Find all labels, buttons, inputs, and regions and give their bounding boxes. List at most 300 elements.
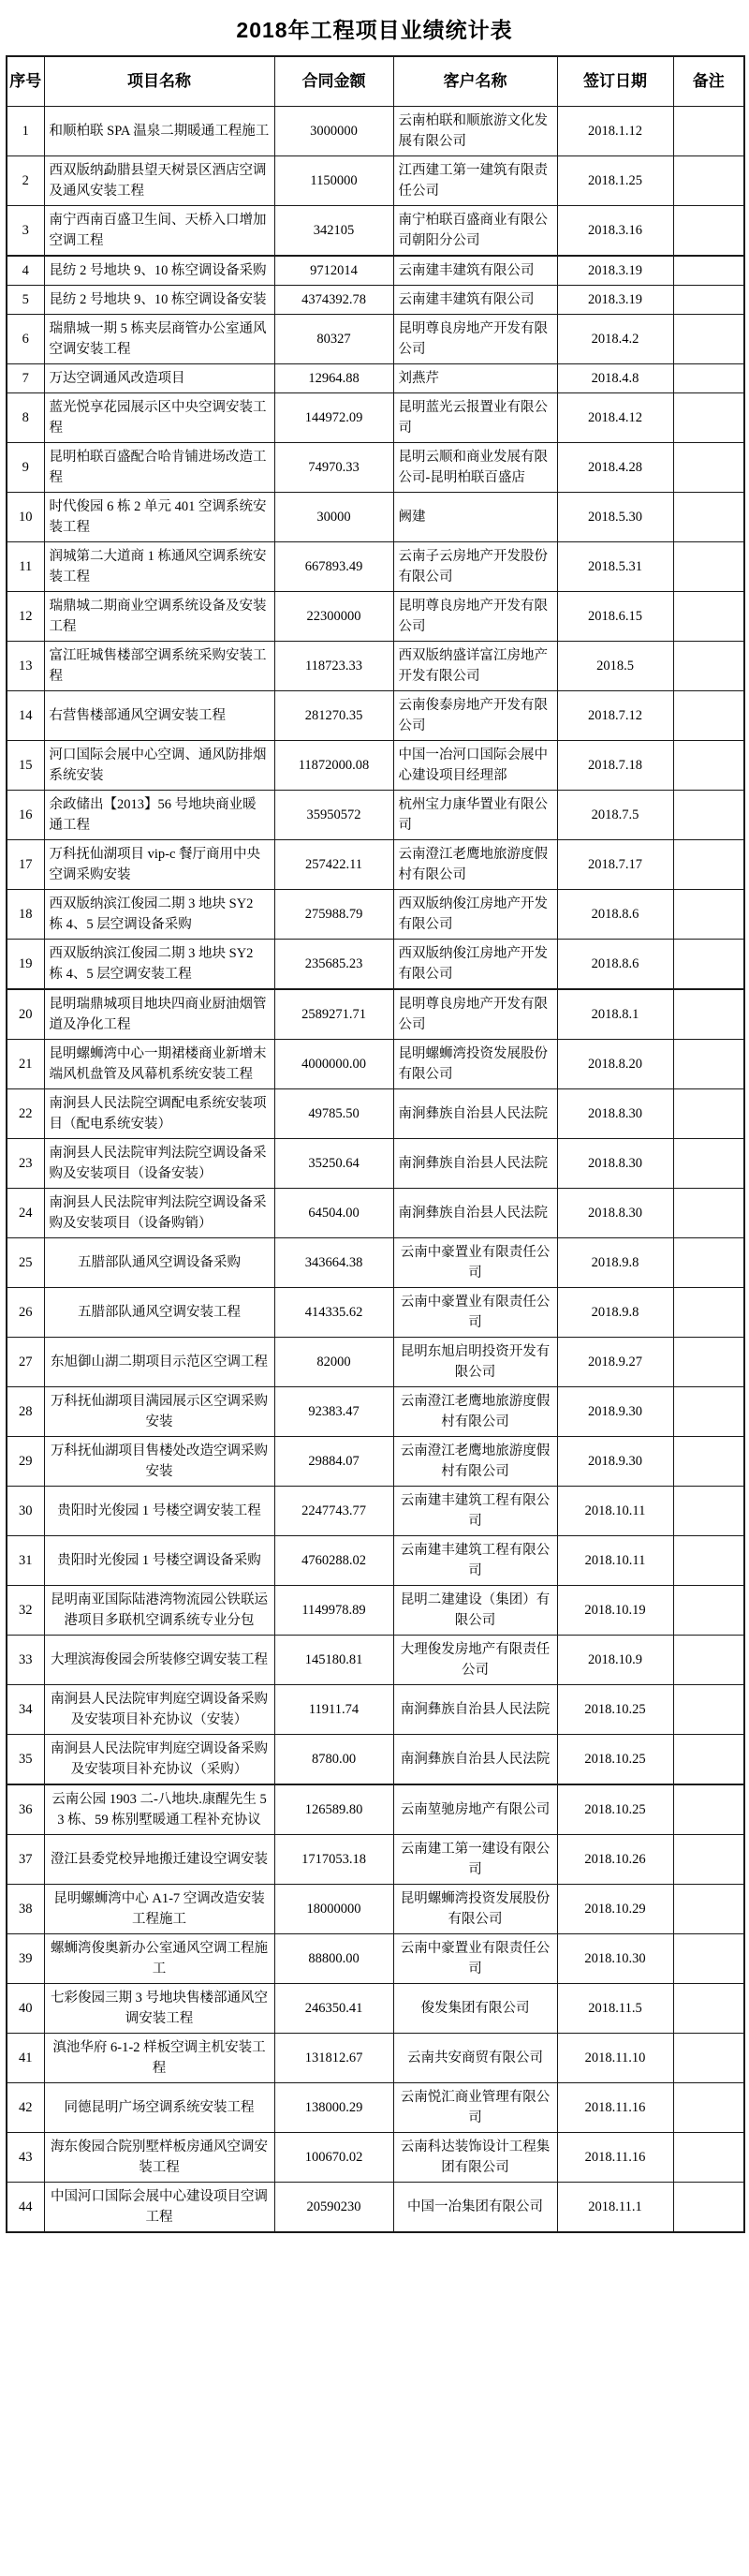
cell-customer: 昆明东旭启明投资开发有限公司: [393, 1338, 557, 1387]
cell-no: 38: [7, 1885, 44, 1934]
cell-amount: 235685.23: [274, 940, 393, 990]
cell-project: 贵阳时光俊园 1 号楼空调安装工程: [44, 1487, 274, 1536]
cell-customer: 江西建工第一建筑有限责任公司: [393, 156, 557, 206]
cell-customer: 云南堃驰房地产有限公司: [393, 1784, 557, 1835]
cell-date: 2018.10.19: [557, 1586, 673, 1636]
table-row: [7, 1338, 744, 1387]
cell-note: [673, 642, 744, 691]
cell-date: 2018.7.17: [557, 840, 673, 890]
cell-note: [673, 542, 744, 592]
cell-customer: 昆明云顺和商业发展有限公司-昆明柏联百盛店: [393, 443, 557, 493]
cell-project: 昆明螺蛳湾中心一期裙楼商业新增末端风机盘管及风幕机系统安装工程: [44, 1040, 274, 1089]
cell-customer: 云南建丰建筑工程有限公司: [393, 1536, 557, 1586]
cell-date: 2018.6.15: [557, 592, 673, 642]
cell-date: 2018.7.5: [557, 791, 673, 840]
cell-project: 万科抚仙湖项目售楼处改造空调采购安装: [44, 1437, 274, 1487]
cell-amount: 246350.41: [274, 1984, 393, 2034]
cell-no: 5: [7, 286, 44, 315]
cell-no: 40: [7, 1984, 44, 2034]
table-row: [7, 1735, 744, 1785]
cell-note: [673, 1536, 744, 1586]
table-row: [7, 741, 744, 791]
cell-date: 2018.8.1: [557, 989, 673, 1040]
cell-customer: 南涧彝族自治县人民法院: [393, 1685, 557, 1735]
cell-date: 2018.9.27: [557, 1338, 673, 1387]
cell-note: [673, 364, 744, 393]
cell-no: 24: [7, 1189, 44, 1238]
cell-amount: 342105: [274, 206, 393, 257]
cell-customer: 中国一冶河口国际会展中心建设项目经理部: [393, 741, 557, 791]
cell-amount: 131812.67: [274, 2034, 393, 2083]
cell-customer: 云南科达装饰设计工程集团有限公司: [393, 2133, 557, 2183]
cell-amount: 138000.29: [274, 2083, 393, 2133]
cell-amount: 35950572: [274, 791, 393, 840]
cell-no: 31: [7, 1536, 44, 1586]
cell-amount: 126589.80: [274, 1784, 393, 1835]
cell-no: 27: [7, 1338, 44, 1387]
cell-date: 2018.4.2: [557, 315, 673, 364]
cell-customer: 中国一冶集团有限公司: [393, 2183, 557, 2233]
cell-date: 2018.4.12: [557, 393, 673, 443]
cell-customer: 云南共安商贸有限公司: [393, 2034, 557, 2083]
cell-amount: 8780.00: [274, 1735, 393, 1785]
cell-no: 32: [7, 1586, 44, 1636]
cell-customer: 云南建丰建筑有限公司: [393, 256, 557, 286]
cell-project: 蓝光悦享花园展示区中央空调安装工程: [44, 393, 274, 443]
table-row: [7, 642, 744, 691]
table-row: [7, 1536, 744, 1586]
table-row: [7, 691, 744, 741]
cell-amount: 2247743.77: [274, 1487, 393, 1536]
cell-project: 南涧县人民法院审判庭空调设备采购及安装项目补充协议（安装）: [44, 1685, 274, 1735]
cell-customer: 昆明二建建设（集团）有限公司: [393, 1586, 557, 1636]
cell-no: 11: [7, 542, 44, 592]
cell-no: 10: [7, 493, 44, 542]
cell-project: 富江旺城售楼部空调系统采购安装工程: [44, 642, 274, 691]
table-row: [7, 989, 744, 1040]
cell-note: [673, 493, 744, 542]
cell-amount: 49785.50: [274, 1089, 393, 1139]
cell-customer: 云南建丰建筑工程有限公司: [393, 1487, 557, 1536]
table-row: [7, 1984, 744, 2034]
cell-note: [673, 2083, 744, 2133]
cell-no: 26: [7, 1288, 44, 1338]
cell-note: [673, 1735, 744, 1785]
cell-no: 34: [7, 1685, 44, 1735]
table-row: [7, 206, 744, 257]
cell-no: 16: [7, 791, 44, 840]
cell-amount: 144972.09: [274, 393, 393, 443]
cell-note: [673, 1984, 744, 2034]
cell-note: [673, 1784, 744, 1835]
table-row: [7, 1189, 744, 1238]
cell-no: 41: [7, 2034, 44, 2083]
cell-amount: 80327: [274, 315, 393, 364]
table-row: [7, 890, 744, 940]
cell-no: 13: [7, 642, 44, 691]
cell-date: 2018.10.11: [557, 1487, 673, 1536]
table-row: [7, 1835, 744, 1885]
table-row: [7, 1885, 744, 1934]
cell-no: 39: [7, 1934, 44, 1984]
cell-customer: 云南澄江老鹰地旅游度假村有限公司: [393, 840, 557, 890]
cell-date: 2018.7.18: [557, 741, 673, 791]
cell-project: 南涧县人民法院空调配电系统安装项目（配电系统安装）: [44, 1089, 274, 1139]
cell-amount: 35250.64: [274, 1139, 393, 1189]
cell-customer: 南宁柏联百盛商业有限公司朝阳分公司: [393, 206, 557, 257]
cell-project: 五腊部队通风空调设备采购: [44, 1238, 274, 1288]
table-row: [7, 592, 744, 642]
table-row: [7, 840, 744, 890]
header-cell-date: 签订日期: [557, 56, 673, 107]
cell-customer: 南涧彝族自治县人民法院: [393, 1189, 557, 1238]
cell-date: 2018.5.31: [557, 542, 673, 592]
table-row: [7, 2083, 744, 2133]
cell-date: 2018.10.25: [557, 1735, 673, 1785]
table-row: [7, 542, 744, 592]
cell-note: [673, 592, 744, 642]
cell-amount: 92383.47: [274, 1387, 393, 1437]
cell-note: [673, 256, 744, 286]
cell-date: 2018.5.30: [557, 493, 673, 542]
cell-project: 贵阳时光俊园 1 号楼空调设备采购: [44, 1536, 274, 1586]
cell-note: [673, 2183, 744, 2233]
cell-project: 河口国际会展中心空调、通风防排烟系统安装: [44, 741, 274, 791]
cell-no: 44: [7, 2183, 44, 2233]
cell-project: 螺蛳湾俊奥新办公室通风空调工程施工: [44, 1934, 274, 1984]
cell-customer: 云南建工第一建设有限公司: [393, 1835, 557, 1885]
cell-project: 万科抚仙湖项目 vip-c 餐厅商用中央空调采购安装: [44, 840, 274, 890]
table-row: [7, 940, 744, 990]
cell-amount: 88800.00: [274, 1934, 393, 1984]
cell-amount: 18000000: [274, 1885, 393, 1934]
cell-amount: 20590230: [274, 2183, 393, 2233]
cell-no: 25: [7, 1238, 44, 1288]
cell-date: 2018.4.28: [557, 443, 673, 493]
cell-no: 7: [7, 364, 44, 393]
cell-date: 2018.8.6: [557, 940, 673, 990]
cell-customer: 云南建丰建筑有限公司: [393, 286, 557, 315]
cell-amount: 343664.38: [274, 1238, 393, 1288]
table-row: [7, 286, 744, 315]
table-row: [7, 393, 744, 443]
cell-note: [673, 1139, 744, 1189]
page-title: 2018年工程项目业绩统计表: [236, 18, 513, 42]
cell-date: 2018.11.16: [557, 2083, 673, 2133]
cell-no: 19: [7, 940, 44, 990]
cell-note: [673, 2133, 744, 2183]
cell-project: 七彩俊园三期 3 号地块售楼部通风空调安装工程: [44, 1984, 274, 2034]
cell-project: 海东俊园合院别墅样板房通风空调安装工程: [44, 2133, 274, 2183]
cell-project: 瑞鼎城一期 5 栋夹层商管办公室通风空调安装工程: [44, 315, 274, 364]
cell-amount: 4760288.02: [274, 1536, 393, 1586]
cell-no: 6: [7, 315, 44, 364]
cell-date: 2018.10.30: [557, 1934, 673, 1984]
cell-customer: 昆明螺蛳湾投资发展股份有限公司: [393, 1885, 557, 1934]
cell-no: 20: [7, 989, 44, 1040]
cell-customer: 昆明尊良房地产开发有限公司: [393, 989, 557, 1040]
table-row: [7, 791, 744, 840]
cell-customer: 刘燕芹: [393, 364, 557, 393]
cell-amount: 12964.88: [274, 364, 393, 393]
header-cell-project: 项目名称: [44, 56, 274, 107]
header-cell-note: 备注: [673, 56, 744, 107]
cell-note: [673, 206, 744, 257]
cell-note: [673, 1238, 744, 1288]
cell-project: 西双版纳滨江俊园二期 3 地块 SY2 栋 4、5 层空调安装工程: [44, 940, 274, 990]
cell-no: 36: [7, 1784, 44, 1835]
cell-date: 2018.9.8: [557, 1288, 673, 1338]
cell-amount: 1150000: [274, 156, 393, 206]
cell-amount: 64504.00: [274, 1189, 393, 1238]
cell-project: 南涧县人民法院审判庭空调设备采购及安装项目补充协议（采购）: [44, 1735, 274, 1785]
cell-customer: 南涧彝族自治县人民法院: [393, 1089, 557, 1139]
cell-project: 南宁西南百盛卫生间、天桥入口增加空调工程: [44, 206, 274, 257]
cell-no: 22: [7, 1089, 44, 1139]
table-row: [7, 364, 744, 393]
cell-amount: 22300000: [274, 592, 393, 642]
cell-amount: 100670.02: [274, 2133, 393, 2183]
cell-project: 万达空调通风改造项目: [44, 364, 274, 393]
cell-no: 29: [7, 1437, 44, 1487]
cell-project: 右营售楼部通风空调安装工程: [44, 691, 274, 741]
cell-amount: 1149978.89: [274, 1586, 393, 1636]
cell-date: 2018.8.30: [557, 1089, 673, 1139]
table-row: [7, 443, 744, 493]
cell-no: 30: [7, 1487, 44, 1536]
cell-note: [673, 1636, 744, 1685]
cell-no: 33: [7, 1636, 44, 1685]
cell-note: [673, 393, 744, 443]
cell-customer: 云南中豪置业有限责任公司: [393, 1934, 557, 1984]
cell-note: [673, 989, 744, 1040]
cell-note: [673, 1685, 744, 1735]
table-row: [7, 1238, 744, 1288]
cell-note: [673, 443, 744, 493]
cell-project: 澄江县委党校异地搬迁建设空调安装: [44, 1835, 274, 1885]
cell-amount: 11872000.08: [274, 741, 393, 791]
table-row: [7, 493, 744, 542]
cell-date: 2018.10.29: [557, 1885, 673, 1934]
table-row: [7, 1636, 744, 1685]
cell-customer: 大理俊发房地产有限责任公司: [393, 1636, 557, 1685]
cell-no: 42: [7, 2083, 44, 2133]
cell-note: [673, 1387, 744, 1437]
cell-note: [673, 1089, 744, 1139]
cell-note: [673, 691, 744, 741]
cell-project: 中国河口国际会展中心建设项目空调工程: [44, 2183, 274, 2233]
cell-no: 14: [7, 691, 44, 741]
cell-no: 8: [7, 393, 44, 443]
projects-table: [6, 55, 745, 2233]
cell-customer: 西双版纳俊江房地产开发有限公司: [393, 940, 557, 990]
cell-no: 17: [7, 840, 44, 890]
cell-customer: 西双版纳俊江房地产开发有限公司: [393, 890, 557, 940]
cell-project: 云南公园 1903 二-八地块.康醒先生 53 栋、59 栋别墅暖通工程补充协议: [44, 1784, 274, 1835]
cell-customer: 云南俊泰房地产开发有限公司: [393, 691, 557, 741]
cell-date: 2018.5: [557, 642, 673, 691]
cell-customer: 云南中豪置业有限责任公司: [393, 1288, 557, 1338]
table-row: [7, 256, 744, 286]
cell-note: [673, 840, 744, 890]
header-cell-customer: 客户名称: [393, 56, 557, 107]
cell-note: [673, 1040, 744, 1089]
cell-customer: 昆明螺蛳湾投资发展股份有限公司: [393, 1040, 557, 1089]
cell-project: 昆明柏联百盛配合哈肯铺进场改造工程: [44, 443, 274, 493]
cell-customer: 南涧彝族自治县人民法院: [393, 1139, 557, 1189]
cell-date: 2018.8.6: [557, 890, 673, 940]
cell-note: [673, 286, 744, 315]
cell-project: 昆明南亚国际陆港湾物流园公铁联运港项目多联机空调系统专业分包: [44, 1586, 274, 1636]
cell-date: 2018.10.9: [557, 1636, 673, 1685]
cell-date: 2018.11.5: [557, 1984, 673, 2034]
cell-note: [673, 890, 744, 940]
cell-project: 西双版纳滨江俊园二期 3 地块 SY2 栋 4、5 层空调设备采购: [44, 890, 274, 940]
cell-project: 大理滨海俊园会所装修空调安装工程: [44, 1636, 274, 1685]
cell-date: 2018.3.19: [557, 256, 673, 286]
cell-date: 2018.10.26: [557, 1835, 673, 1885]
cell-project: 余政储出【2013】56 号地块商业暖通工程: [44, 791, 274, 840]
cell-customer: 南涧彝族自治县人民法院: [393, 1735, 557, 1785]
cell-project: 万科抚仙湖项目满园展示区空调采购安装: [44, 1387, 274, 1437]
cell-date: 2018.4.8: [557, 364, 673, 393]
table-row: [7, 2133, 744, 2183]
cell-amount: 4374392.78: [274, 286, 393, 315]
cell-date: 2018.1.25: [557, 156, 673, 206]
cell-date: 2018.10.25: [557, 1685, 673, 1735]
cell-no: 23: [7, 1139, 44, 1189]
cell-amount: 9712014: [274, 256, 393, 286]
cell-no: 12: [7, 592, 44, 642]
cell-note: [673, 1487, 744, 1536]
cell-no: 35: [7, 1735, 44, 1785]
cell-customer: 云南子云房地产开发股份有限公司: [393, 542, 557, 592]
table-row: [7, 1288, 744, 1338]
cell-project: 昆明螺蛳湾中心 A1-7 空调改造安装工程施工: [44, 1885, 274, 1934]
table-row: [7, 2034, 744, 2083]
cell-customer: 昆明尊良房地产开发有限公司: [393, 315, 557, 364]
cell-project: 东旭御山湖二期项目示范区空调工程: [44, 1338, 274, 1387]
cell-project: 五腊部队通风空调安装工程: [44, 1288, 274, 1338]
table-row: [7, 2183, 744, 2233]
cell-note: [673, 315, 744, 364]
cell-project: 和顺柏联 SPA 温泉二期暖通工程施工: [44, 107, 274, 156]
cell-no: 37: [7, 1835, 44, 1885]
table-row: [7, 1685, 744, 1735]
cell-amount: 1717053.18: [274, 1835, 393, 1885]
table-row: [7, 1040, 744, 1089]
cell-no: 43: [7, 2133, 44, 2183]
table-row: [7, 1437, 744, 1487]
cell-note: [673, 1437, 744, 1487]
cell-no: 15: [7, 741, 44, 791]
cell-amount: 2589271.71: [274, 989, 393, 1040]
cell-amount: 74970.33: [274, 443, 393, 493]
cell-date: 2018.1.12: [557, 107, 673, 156]
cell-amount: 30000: [274, 493, 393, 542]
cell-note: [673, 2034, 744, 2083]
cell-amount: 275988.79: [274, 890, 393, 940]
table-row: [7, 1784, 744, 1835]
cell-note: [673, 107, 744, 156]
table-row: [7, 1586, 744, 1636]
cell-date: 2018.3.16: [557, 206, 673, 257]
cell-note: [673, 1586, 744, 1636]
cell-amount: 414335.62: [274, 1288, 393, 1338]
cell-amount: 29884.07: [274, 1437, 393, 1487]
cell-amount: 145180.81: [274, 1636, 393, 1685]
cell-date: 2018.8.20: [557, 1040, 673, 1089]
cell-no: 2: [7, 156, 44, 206]
cell-note: [673, 1885, 744, 1934]
cell-date: 2018.9.8: [557, 1238, 673, 1288]
cell-customer: 云南悦汇商业管理有限公司: [393, 2083, 557, 2133]
cell-amount: 4000000.00: [274, 1040, 393, 1089]
cell-customer: 云南柏联和顺旅游文化发展有限公司: [393, 107, 557, 156]
cell-date: 2018.8.30: [557, 1139, 673, 1189]
table-row: [7, 1934, 744, 1984]
cell-project: 同德昆明广场空调系统安装工程: [44, 2083, 274, 2133]
cell-date: 2018.9.30: [557, 1387, 673, 1437]
header-cell-no: 序号: [7, 56, 44, 107]
cell-date: 2018.11.16: [557, 2133, 673, 2183]
table-row: [7, 107, 744, 156]
cell-customer: 昆明蓝光云报置业有限公司: [393, 393, 557, 443]
header-row: [7, 56, 744, 107]
cell-customer: 杭州宝力康华置业有限公司: [393, 791, 557, 840]
cell-no: 3: [7, 206, 44, 257]
cell-note: [673, 156, 744, 206]
cell-note: [673, 741, 744, 791]
table-row: [7, 1387, 744, 1437]
cell-amount: 3000000: [274, 107, 393, 156]
table-row: [7, 1139, 744, 1189]
cell-project: 昆纺 2 号地块 9、10 栋空调设备安装: [44, 286, 274, 315]
cell-date: 2018.8.30: [557, 1189, 673, 1238]
cell-no: 21: [7, 1040, 44, 1089]
cell-no: 1: [7, 107, 44, 156]
cell-project: 瑞鼎城二期商业空调系统设备及安装工程: [44, 592, 274, 642]
cell-note: [673, 1338, 744, 1387]
cell-customer: 俊发集团有限公司: [393, 1984, 557, 2034]
cell-no: 18: [7, 890, 44, 940]
cell-project: 昆明瑞鼎城项目地块四商业厨油烟管道及净化工程: [44, 989, 274, 1040]
cell-project: 南涧县人民法院审判法院空调设备采购及安装项目（设备购销）: [44, 1189, 274, 1238]
cell-no: 28: [7, 1387, 44, 1437]
header-cell-amount: 合同金额: [274, 56, 393, 107]
cell-date: 2018.9.30: [557, 1437, 673, 1487]
cell-customer: 云南澄江老鹰地旅游度假村有限公司: [393, 1387, 557, 1437]
table-body: [7, 107, 744, 2233]
cell-date: 2018.10.25: [557, 1784, 673, 1835]
cell-note: [673, 940, 744, 990]
table-row: [7, 1089, 744, 1139]
cell-project: 昆纺 2 号地块 9、10 栋空调设备采购: [44, 256, 274, 286]
cell-customer: 云南澄江老鹰地旅游度假村有限公司: [393, 1437, 557, 1487]
cell-customer: 昆明尊良房地产开发有限公司: [393, 592, 557, 642]
cell-amount: 667893.49: [274, 542, 393, 592]
cell-amount: 257422.11: [274, 840, 393, 890]
cell-amount: 281270.35: [274, 691, 393, 741]
cell-date: 2018.11.10: [557, 2034, 673, 2083]
cell-note: [673, 1934, 744, 1984]
cell-no: 9: [7, 443, 44, 493]
cell-project: 滇池华府 6-1-2 样板空调主机安装工程: [44, 2034, 274, 2083]
cell-date: 2018.11.1: [557, 2183, 673, 2233]
cell-project: 时代俊园 6 栋 2 单元 401 空调系统安装工程: [44, 493, 274, 542]
cell-customer: 西双版纳盛详富江房地产开发有限公司: [393, 642, 557, 691]
table-row: [7, 156, 744, 206]
